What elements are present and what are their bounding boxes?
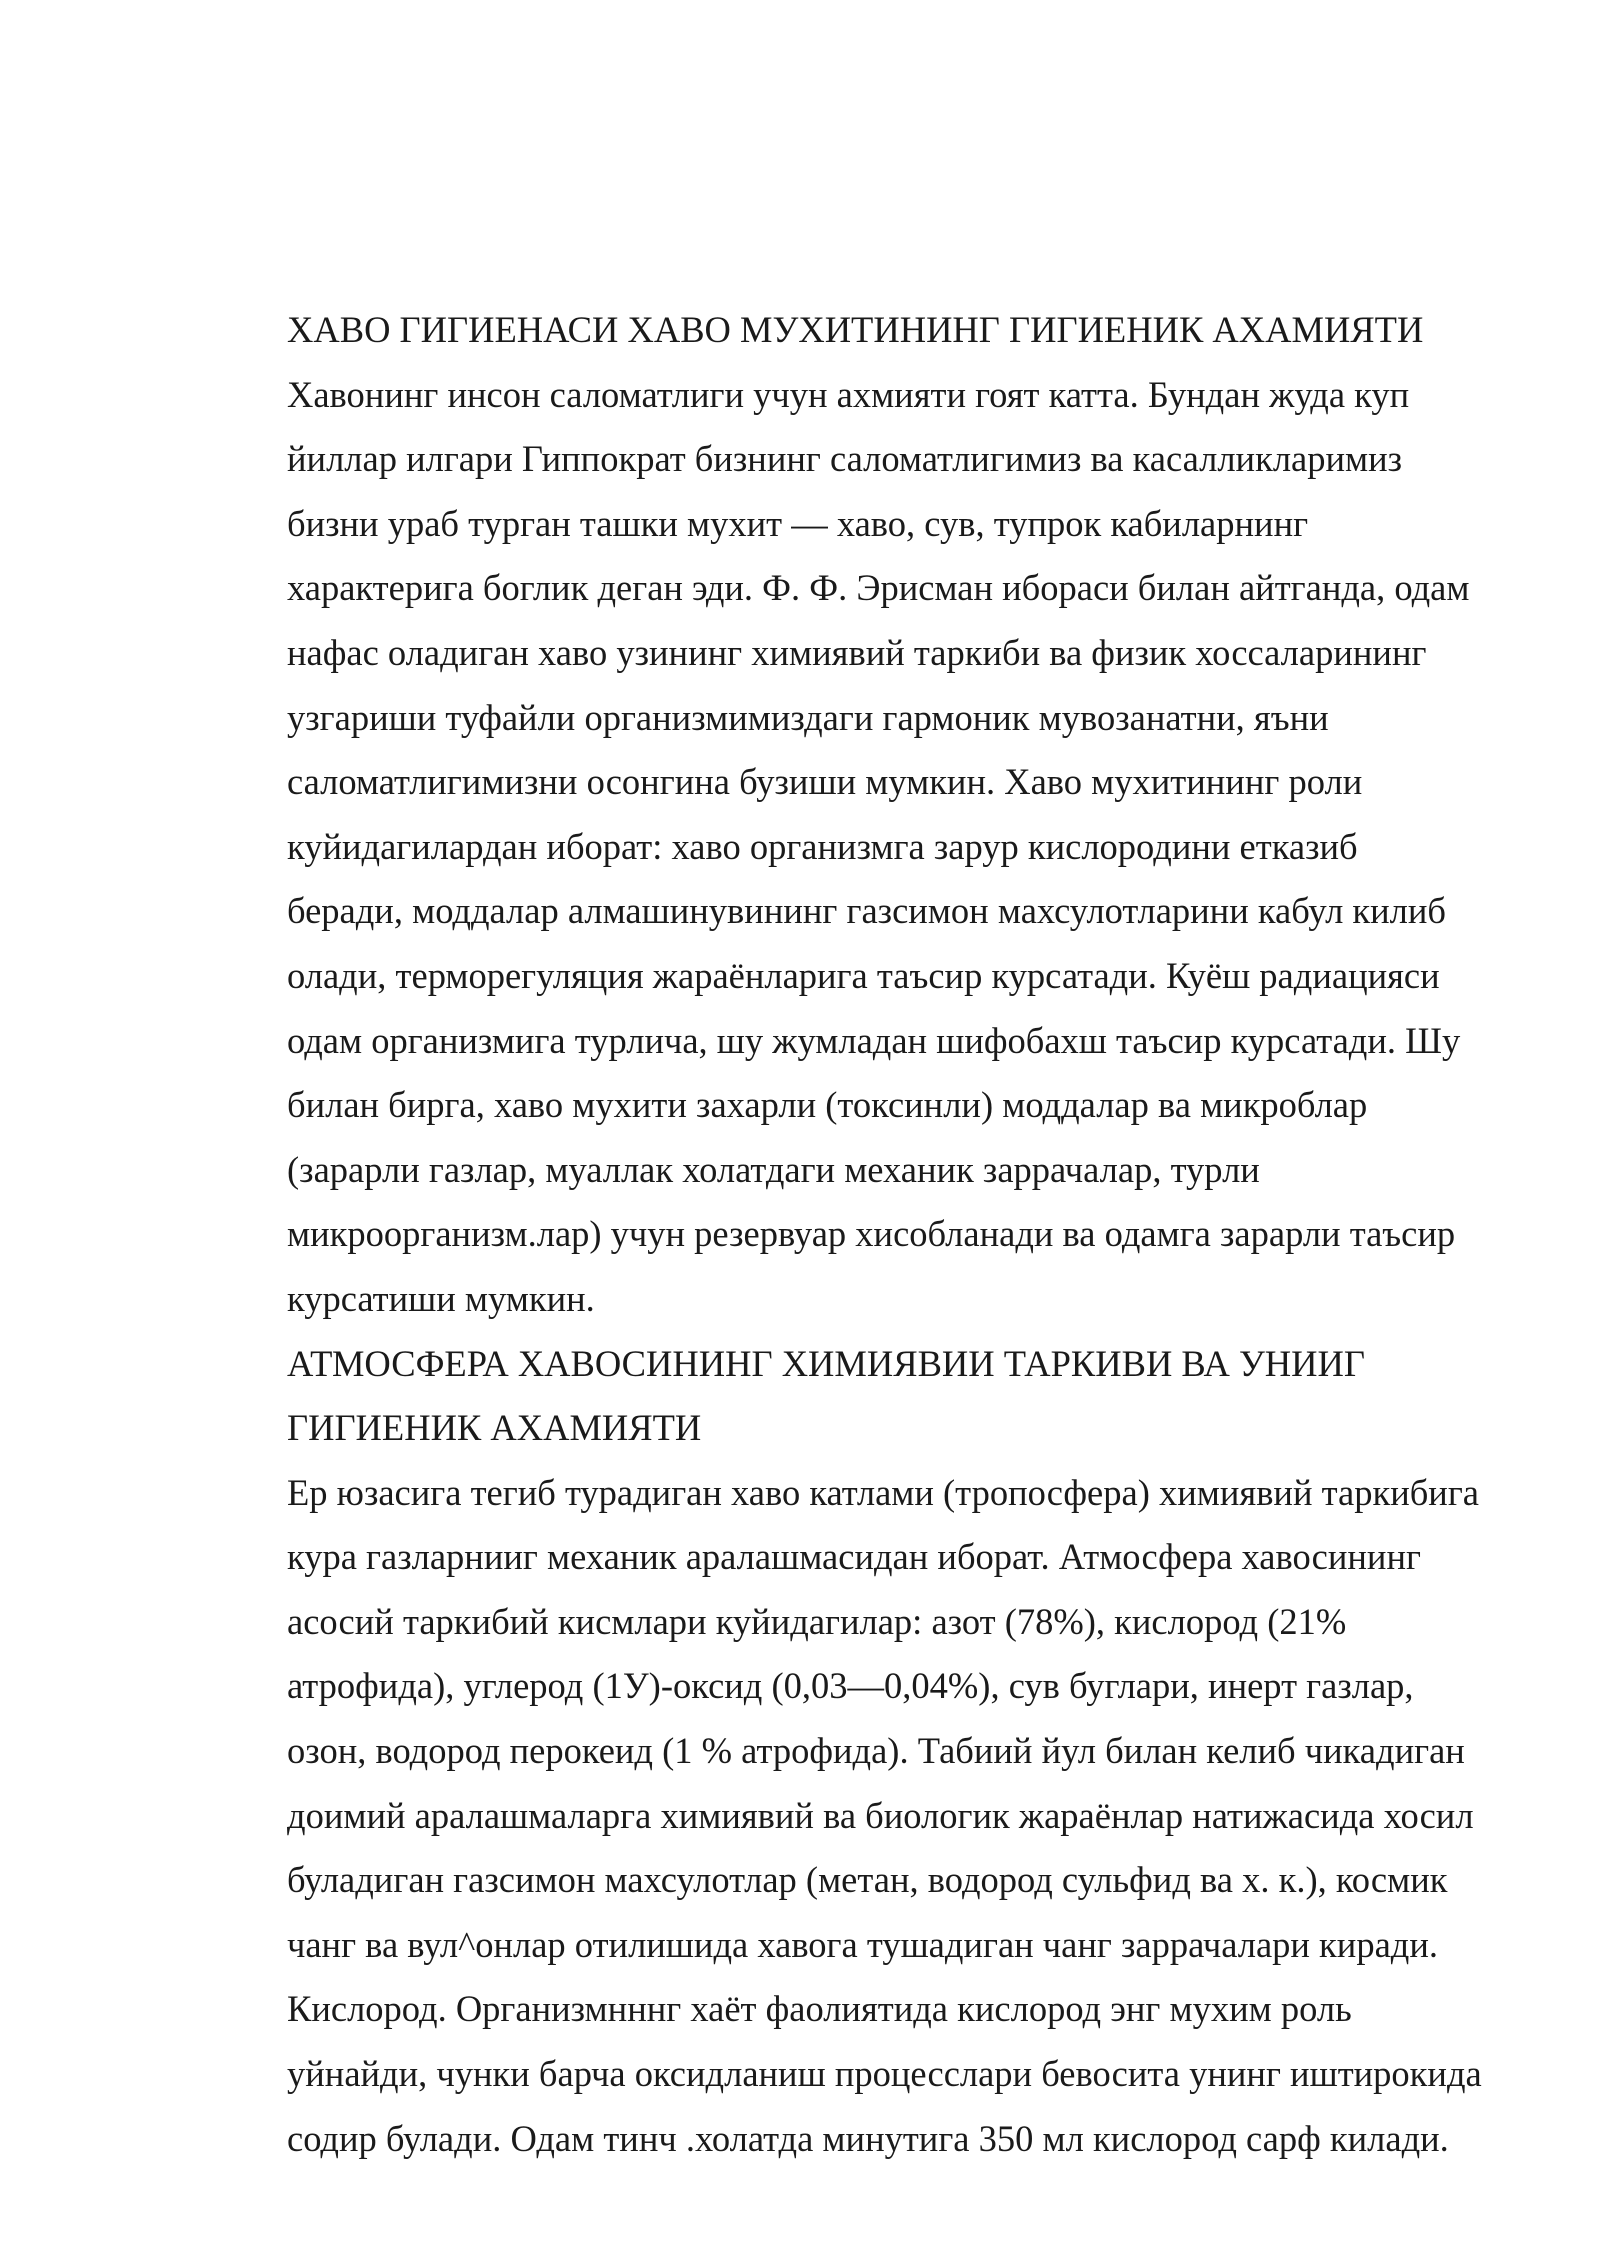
paragraph-line: буладиган газсимон махсулотлар (метан, водород сульфид ва х. к.), космик: [287, 1859, 1448, 1901]
paragraph-line: микроорганизм.лар) учун резервуар хисобланади ва одамга зарарли таъсир: [287, 1213, 1456, 1255]
document-page: [287, 298, 1547, 2171]
paragraph-line: характерига боглик деган эди. Ф. Ф. Эрисман ибораси билан айтганда, одам: [287, 567, 1470, 609]
paragraph-line: Кислород. Организмнннг хаёт фаолиятида кислород энг мухим роль: [287, 1988, 1352, 2030]
paragraph-line: одам организмига турлича, шу жумладан шифобахш таъсир курсатади. Шу: [287, 1019, 1461, 1061]
paragraph-line: озон, водород перокеид (1 % атрофида). Табиий йул билан келиб чикадиган: [287, 1730, 1465, 1772]
paragraph-line: куйидагилардан иборат: хаво организмга зарур кислородини етказиб: [287, 825, 1358, 867]
heading-atmosphere-line-2: ГИГИЕНИК АХАМИЯТИ: [287, 1407, 702, 1449]
paragraph-line: чанг ва вул^онлар отилишида хавога тушадиган чанг заррачалари киради.: [287, 1923, 1438, 1965]
paragraph-line: содир булади. Одам тинч .холатда минутига 350 мл кислород сарф килади.: [287, 2117, 1449, 2159]
paragraph-line: кура газларнииг механик аралашмасидан иборат. Атмосфера хавосининг: [287, 1536, 1421, 1578]
paragraph-line: олади, терморегуляция жараёнларига таъсир курсатади. Куёш радиацияси: [287, 954, 1440, 996]
paragraph-line: Ер юзасига тегиб турадиган хаво катлами (тропосфера) химиявий таркибига: [287, 1471, 1480, 1513]
paragraph-line: нафас оладиган хаво узининг химиявий таркиби ва физик хоссаларининг: [287, 631, 1427, 673]
paragraph-line: беради, моддалар алмашинувининг газсимон махсулотларини кабул килиб: [287, 890, 1446, 932]
paragraph-line: Хавонинг инсон саломатлиги учун ахмияти гоят катта. Бундан жуда куп: [287, 373, 1410, 415]
paragraph-line: бизни ураб турган ташки мухит — хаво, сув, тупрок кабиларнинг: [287, 502, 1309, 544]
paragraph-line: курсатиши мумкин.: [287, 1277, 595, 1319]
paragraph-line: (зарарли газлар, муаллак холатдаги механик заррачалар, турли: [287, 1148, 1260, 1190]
paragraph-line: йиллар илгари Гиппократ бизнинг саломатлигимиз ва касалликларимиз: [287, 438, 1403, 480]
paragraph-line: уйнайди, чунки барча оксидланиш процесслари бевосита унинг иштирокида: [287, 2053, 1482, 2095]
paragraph-line: билан бирга, хаво мухити захарли (токсинли) моддалар ва микроблар: [287, 1084, 1368, 1126]
heading-atmosphere-line-1: АТМОСФЕРА ХАВОСИНИНГ ХИМИЯВИИ ТАРКИВИ ВА УНИИГ: [287, 1342, 1365, 1384]
paragraph-line: саломатлигимизни осонгина бузиши мумкин. Хаво мухитининг роли: [287, 761, 1363, 803]
paragraph-line: атрофида), углерод (1У)-оксид (0,03—0,04%), сув буглари, инерт газлар,: [287, 1665, 1414, 1707]
heading-air-hygiene: ХАВО ГИГИЕНАСИ ХАВО МУХИТИНИНГ ГИГИЕНИК АХАМИЯТИ: [287, 309, 1424, 350]
paragraph-line: узгариши туфайли организмимиздаги гармоник мувозанатни, яъни: [287, 696, 1329, 738]
paragraph-line: асосий таркибий кисмлари куйидагилар: азот (78%), кислород (21%: [287, 1600, 1347, 1642]
paragraph-line: доимий аралашмаларга химиявий ва биологик жараёнлар натижасида хосил: [287, 1794, 1474, 1836]
